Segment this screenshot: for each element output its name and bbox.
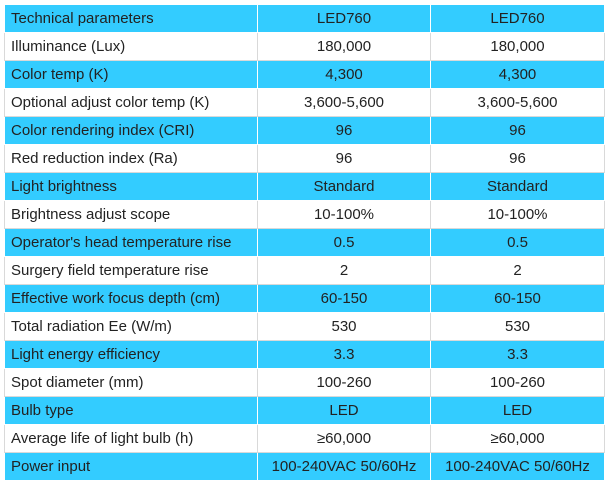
table-row (5, 397, 605, 425)
row-value-model-2: LED (431, 397, 605, 425)
table-row (5, 201, 605, 229)
row-label: Operator's head temperature rise (5, 229, 258, 257)
row-value-model-1: 10-100% (258, 201, 431, 229)
row-label: Spot diameter (mm) (5, 369, 258, 397)
table-row (5, 173, 605, 201)
row-value-model-1: 3.3 (258, 341, 431, 369)
row-label: Light brightness (5, 173, 258, 201)
header-cell-model-1: LED760 (258, 5, 431, 33)
row-value-model-1: 96 (258, 145, 431, 173)
table-row (5, 33, 605, 61)
row-label: Effective work focus depth (cm) (5, 285, 258, 313)
row-label: Color temp (K) (5, 61, 258, 89)
row-label: Red reduction index (Ra) (5, 145, 258, 173)
row-label: Optional adjust color temp (K) (5, 89, 258, 117)
row-label: Brightness adjust scope (5, 201, 258, 229)
row-label: Light energy efficiency (5, 341, 258, 369)
row-value-model-1: 3,600-5,600 (258, 89, 431, 117)
table-row (5, 313, 605, 341)
row-value-model-1: 4,300 (258, 61, 431, 89)
row-label: Power input (5, 453, 258, 481)
header-cell-parameter: Technical parameters (5, 5, 258, 33)
spec-table-container (4, 4, 604, 481)
table-row (5, 89, 605, 117)
row-value-model-2: 60-150 (431, 285, 605, 313)
row-value-model-2: 2 (431, 257, 605, 285)
row-value-model-2: 96 (431, 117, 605, 145)
row-value-model-1: Standard (258, 173, 431, 201)
row-value-model-1: 180,000 (258, 33, 431, 61)
row-value-model-1: 0.5 (258, 229, 431, 257)
table-row (5, 369, 605, 397)
row-value-model-2: ≥60,000 (431, 425, 605, 453)
row-value-model-2: 100-260 (431, 369, 605, 397)
row-value-model-1: 96 (258, 117, 431, 145)
table-row (5, 145, 605, 173)
row-value-model-2: 96 (431, 145, 605, 173)
row-value-model-2: 530 (431, 313, 605, 341)
row-value-model-1: 60-150 (258, 285, 431, 313)
row-value-model-2: Standard (431, 173, 605, 201)
row-value-model-1: LED (258, 397, 431, 425)
row-label: Bulb type (5, 397, 258, 425)
row-value-model-2: 10-100% (431, 201, 605, 229)
row-value-model-1: 100-240VAC 50/60Hz (258, 453, 431, 481)
row-value-model-2: 0.5 (431, 229, 605, 257)
row-label: Total radiation Ee (W/m) (5, 313, 258, 341)
row-value-model-1: 530 (258, 313, 431, 341)
table-row (5, 61, 605, 89)
row-value-model-2: 180,000 (431, 33, 605, 61)
table-header-row (5, 5, 605, 33)
row-value-model-1: 2 (258, 257, 431, 285)
table-row (5, 285, 605, 313)
header-cell-model-2: LED760 (431, 5, 605, 33)
table-row (5, 425, 605, 453)
table-row (5, 341, 605, 369)
row-label: Average life of light bulb (h) (5, 425, 258, 453)
row-value-model-2: 3,600-5,600 (431, 89, 605, 117)
row-value-model-1: 100-260 (258, 369, 431, 397)
table-row (5, 229, 605, 257)
row-value-model-2: 100-240VAC 50/60Hz (431, 453, 605, 481)
table-row (5, 453, 605, 481)
row-value-model-2: 3.3 (431, 341, 605, 369)
row-label: Illuminance (Lux) (5, 33, 258, 61)
row-value-model-2: 4,300 (431, 61, 605, 89)
table-row (5, 117, 605, 145)
row-label: Color rendering index (CRI) (5, 117, 258, 145)
row-label: Surgery field temperature rise (5, 257, 258, 285)
table-row (5, 257, 605, 285)
technical-parameters-table (4, 4, 605, 481)
row-value-model-1: ≥60,000 (258, 425, 431, 453)
